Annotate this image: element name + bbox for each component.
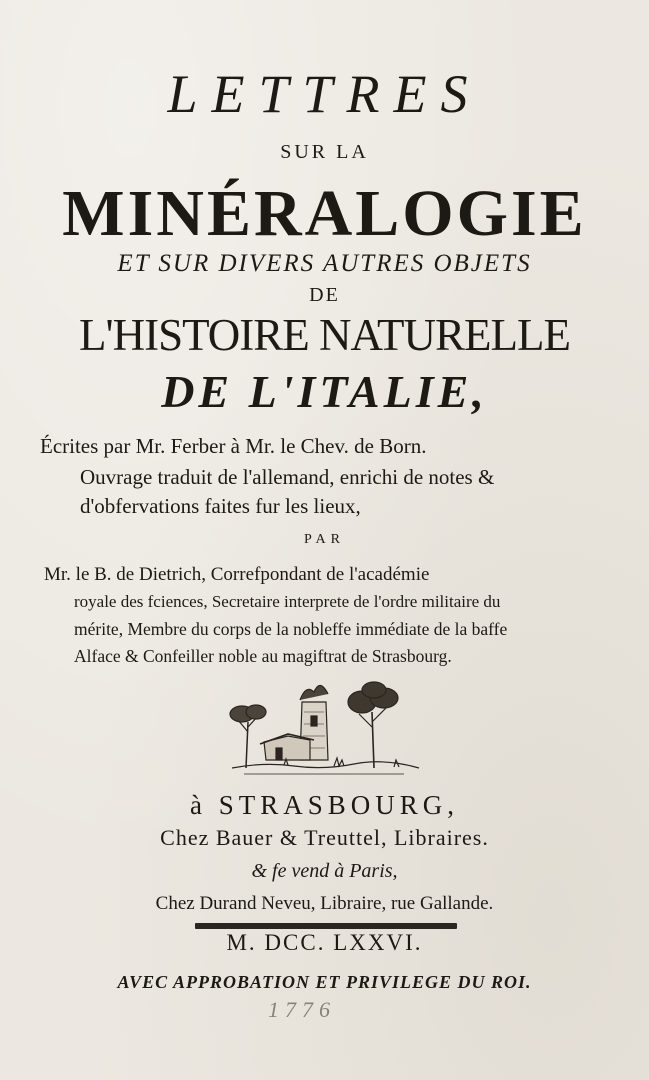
publication-year: M. DCC. LXXVI. [226,930,423,955]
decorative-rule [195,923,457,929]
author-line: Écrites par Mr. Ferber à Mr. le Chev. de Born. [40,434,427,458]
subtitle-de: DE [309,284,340,306]
title-lettres: LETTRES [167,64,482,124]
translation-line-1: Ouvrage traduit de l'allemand, enrichi de notes & [80,465,495,489]
vignette-tower-illustration [224,672,424,782]
title-italie: DE L'ITALIE, [161,366,488,417]
subtitle-sur-la: SUR LA [280,141,369,163]
translator-line-3: mérite, Membre du corps de la nobleffe immédiate de la baffe [74,619,508,639]
paris-publisher-line: Chez Durand Neveu, Libraire, rue Gallande. [155,893,494,914]
par-label: PAR [304,532,345,547]
privilege-line: AVEC APPROBATION ET PRIVILEGE DU ROI. [117,972,532,992]
city-line: à STRASBOURG, [189,790,460,820]
translator-line-1: Mr. le B. de Dietrich, Correfpondant de l'académie [44,564,430,585]
title-mineralogie: MINÉRALOGIE [62,177,587,250]
publisher-line: Chez Bauer & Treuttel, Libraires. [160,825,489,850]
title-histoire-naturelle: L'HISTOIRE NATURELLE [79,310,570,360]
handwritten-year-note: 1776 [268,997,336,1022]
translator-line-4: Alface & Confeiller noble au magiftrat de Strasbourg. [74,646,452,666]
translation-line-2: d'obfervations faites fur les lieux, [80,494,361,518]
translator-line-2: royale des fciences, Secretaire interprete de l'ordre militaire du [74,592,501,611]
sold-in-paris-line: & fe vend à Paris, [251,860,398,882]
subtitle-objets: ET SUR DIVERS AUTRES OBJETS [117,250,532,277]
